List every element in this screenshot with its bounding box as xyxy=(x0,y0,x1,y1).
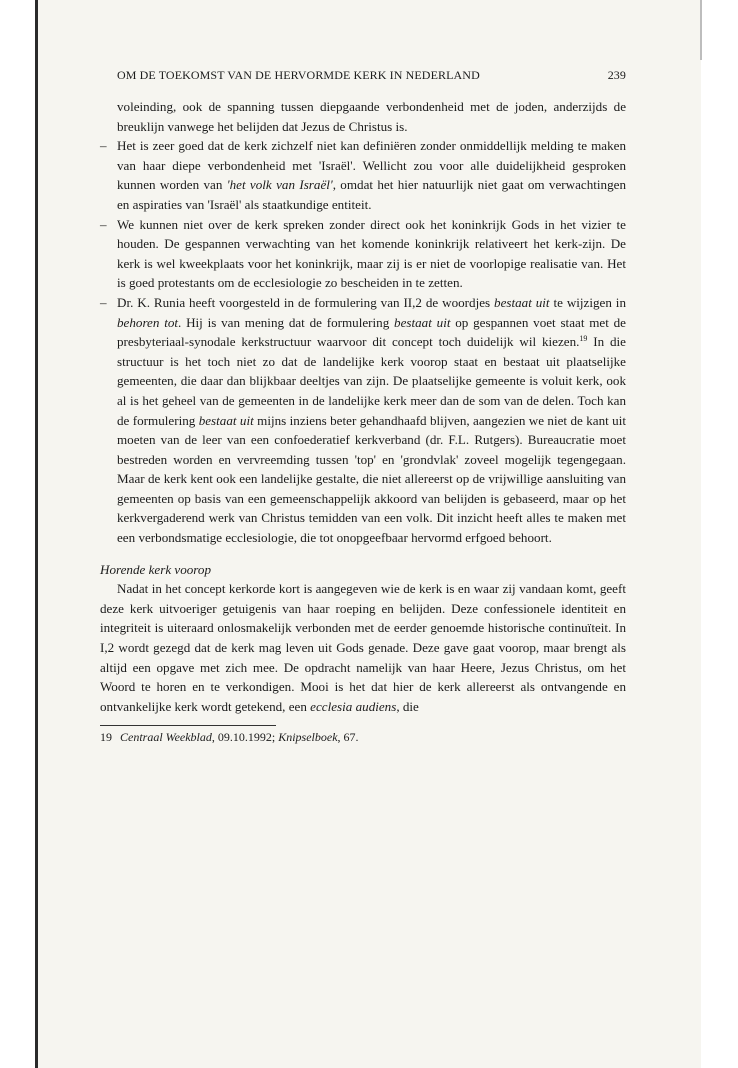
section-paragraph xyxy=(100,579,626,716)
footnote-rule xyxy=(100,725,276,726)
section-heading: Horende kerk voorop xyxy=(100,561,212,577)
bullet-text: te wijzigen in xyxy=(549,294,626,310)
bullet-italic: 'het volk van Israël' xyxy=(226,177,333,193)
footnote-ref[interactable]: 19 xyxy=(579,334,588,344)
footnote xyxy=(100,729,626,745)
bullet-text: . Hij is van mening dat de formulering xyxy=(178,314,395,330)
bullet-runia xyxy=(100,293,626,548)
footnote-number: 19 xyxy=(100,730,112,745)
bullet-text: Het is zeer goed dat de kerk zichzelf niet kan definiëren zonder onmiddellijk melding te maken van haar diepe verbondenheid met 'Israël'. Wellicht zou voor alle duidelijkheid gesproken kunnen worden van xyxy=(117,138,626,193)
page-edge-left xyxy=(35,0,38,1068)
bullet-kingdom xyxy=(100,215,626,293)
bullet-text: op gespannen voet staat met de presbyteriaal-synodale kerkstructuur waarvoor dit concept toch duidelijk wil kiezen. xyxy=(117,314,626,350)
running-header xyxy=(117,68,626,83)
footnote-italic: Centraal Weekblad xyxy=(120,730,212,745)
bullet-dash: – xyxy=(100,294,107,310)
section-italic: ecclesia audiens xyxy=(310,698,397,714)
footnote-italic: Knipselboek xyxy=(278,730,338,745)
bullet-italic: behoren tot xyxy=(117,314,179,330)
bullet-israel xyxy=(100,136,626,214)
section-body xyxy=(100,579,626,716)
bullet-text: We kunnen niet over de kerk spreken zonder direct ook het koninkrijk Gods in het vizier te houden. De gespannen verwachting van het komende koninkrijk relativeert het kerk-zijn. De kerk is wel kweekplaats voor het koninkrijk, maar zij is er niet de voorlopige realisatie van. Het is goed protestants om de ecclesiologie zo bescheiden in te zetten. xyxy=(117,216,626,291)
section-text: , die xyxy=(396,698,419,714)
bullet-italic: bestaat uit xyxy=(394,314,451,330)
bullet-text: , omdat het hier natuurlijk niet gaat om verwachtingen en aspiraties van 'Israël' als staatkundige entiteit. xyxy=(117,177,626,212)
bullet-text: mijns inziens beter gehandhaafd blijven, aangezien we niet de kant uit moeten van de leer van een confoederatief kerkverband (dr. F.L. Rutgers). Bureaucratie moet bestreden worden en vervreemding tussen 'top' en 'grondvlak' zoveel mogelijk tegengegaan. Maar de kerk kent ook een landelijke gestalte, die niet allereerst op de vrijwillige aansluiting van gemeenten op basis van een gemeenschappelijk akkoord van belijden is gebaseerd, maar op het kerkvergaderend werk van Christus temidden van een volk. Dit inzicht heeft alles te maken met een verbondsmatige ecclesiologie, die tot onopgeefbaar hervormd erfgoed behoort. xyxy=(117,412,626,546)
page-number: 239 xyxy=(607,68,626,82)
bullet-text: In die structuur is het toch niet zo dat de landelijke kerk voorop staat en bestaat uit plaatselijke gemeenten, die daar dan blijkbaar deeltjes van zijn. De plaatselijke gemeente is voluit kerk, ook al is het geheel van de gemeenten in de landelijke kerk meer dan de som van de delen. Toch kan de formulering xyxy=(117,334,626,428)
footnote-text: , 67. xyxy=(337,730,359,745)
bullet-dash: – xyxy=(100,138,107,154)
running-title: OM DE TOEKOMST VAN DE HERVORMDE KERK IN NEDERLAND xyxy=(117,68,480,82)
footnote-text: , 09.10.1992; xyxy=(211,730,279,745)
bullet-text: Dr. K. Runia heeft voorgesteld in de formulering van II,2 de woordjes xyxy=(117,294,495,310)
bullet-dash: – xyxy=(100,216,107,232)
body-text xyxy=(100,97,626,745)
section-text: Nadat in het concept kerkorde kort is aangegeven wie de kerk is en waar zij vandaan komt, geeft deze kerk uitvoeriger getuigenis van haar roeping en belijden. Deze confessionele identiteit en integriteit is uiteraard onlosmakelijk verbonden met de eerder genoemde historische continuïteit. In I,2 wordt gezegd dat de kerk mag leven uit Gods genade. Deze gave gaat voorop, maar brengt als altijd een opgave met zich mee. De opdracht namelijk van haar Heere, Jezus Christus, om het Woord te horen en te verkondigen. Mooi is het dat hier de kerk allereerst als ontvangende en ontvankelijke kerk wordt getekend, een xyxy=(100,581,626,714)
bullet-italic: bestaat uit xyxy=(494,294,550,310)
bullet-italic: bestaat uit xyxy=(198,412,254,428)
continuation-paragraph: voleinding, ook de spanning tussen diepgaande verbondenheid met de joden, anderzijds de breuklijn vanwege het belijden dat Jezus de Christus is. xyxy=(117,99,626,134)
page-edge-right xyxy=(700,0,702,60)
